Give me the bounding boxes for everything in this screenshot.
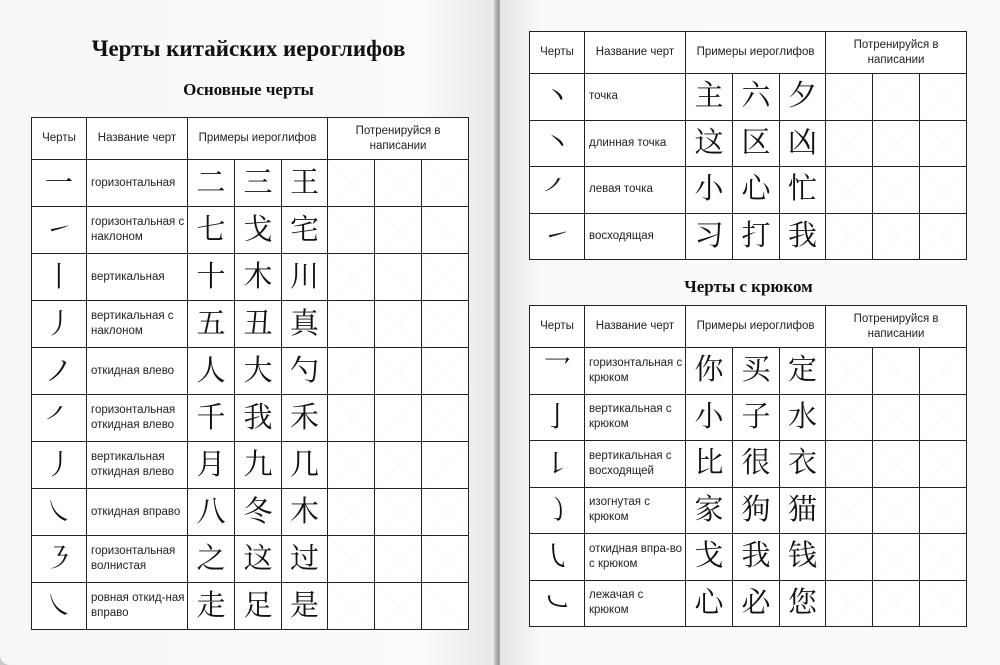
stroke-glyph: ㇀ [530,213,585,260]
example-character: 足 [235,583,282,630]
practice-cell[interactable] [826,74,873,121]
practice-cell[interactable] [422,489,469,536]
example-character: 三 [235,160,282,207]
example-character: 我 [733,534,780,581]
example-character: 小 [686,167,733,214]
example-character: 凶 [780,120,826,167]
table-row [530,120,967,167]
example-character: 月 [188,442,235,489]
example-character: 小 [686,394,733,441]
practice-cell[interactable] [328,207,375,254]
table-row [530,394,967,441]
table-row [32,207,469,254]
practice-cell[interactable] [920,441,967,488]
example-character: 千 [188,395,235,442]
table-row [530,487,967,534]
practice-cell[interactable] [826,213,873,260]
example-character: 川 [282,254,328,301]
practice-cell[interactable] [422,395,469,442]
table-row [530,348,967,395]
stroke-name: вертикальная с крюком [585,394,686,441]
practice-cell[interactable] [920,534,967,581]
stroke-name: вертикальная с восходящей [585,441,686,488]
stroke-name: вертикальная откидная влево [87,442,188,489]
table-basic-strokes [31,117,469,630]
practice-cell[interactable] [375,536,422,583]
example-character: 八 [188,489,235,536]
table-row [32,395,469,442]
table-row [32,160,469,207]
example-character: 夕 [780,74,826,121]
practice-cell[interactable] [422,160,469,207]
stroke-glyph: ㇋ [32,536,87,583]
header-practice: Потренируйся в написании [328,118,469,160]
example-character: 禾 [282,395,328,442]
example-character: 之 [188,536,235,583]
stroke-name: вертикальная [87,254,188,301]
example-character: 我 [235,395,282,442]
practice-cell[interactable] [826,394,873,441]
table-row [530,580,967,627]
practice-cell[interactable] [328,536,375,583]
example-character: 猫 [780,487,826,534]
practice-cell[interactable] [826,120,873,167]
table-row [530,441,967,488]
practice-cell[interactable] [920,120,967,167]
stroke-name: восходящая [585,213,686,260]
example-character: 这 [686,120,733,167]
example-character: 子 [733,394,780,441]
practice-cell[interactable] [375,489,422,536]
header-stroke: Черты [32,118,87,160]
practice-cell[interactable] [826,441,873,488]
example-character: 你 [686,348,733,395]
example-character: 家 [686,487,733,534]
stroke-glyph: ㇃ [530,580,585,627]
example-character: 必 [733,580,780,627]
practice-cell[interactable] [873,441,920,488]
stroke-name: горизонтальная волнистая [87,536,188,583]
example-character: 七 [188,207,235,254]
table-row [32,442,469,489]
example-character: 几 [282,442,328,489]
header-examples: Примеры иероглифов [686,306,826,348]
example-character: 心 [686,580,733,627]
stroke-name: горизонтальная откидная влево [87,395,188,442]
stroke-name: откидная вправо [87,489,188,536]
practice-cell[interactable] [826,487,873,534]
stroke-name: горизонтальная [87,160,188,207]
example-character: 木 [282,489,328,536]
header-practice: Потренируйся в написании [826,32,967,74]
practice-cell[interactable] [920,348,967,395]
stroke-name: левая точка [585,167,686,214]
practice-cell[interactable] [873,394,920,441]
example-character: 钱 [780,534,826,581]
example-character: 买 [733,348,780,395]
practice-cell[interactable] [328,301,375,348]
example-character: 区 [733,120,780,167]
table-row [530,534,967,581]
example-character: 比 [686,441,733,488]
practice-cell[interactable] [920,213,967,260]
example-character: 冬 [235,489,282,536]
practice-cell[interactable] [873,348,920,395]
header-stroke: Черты [530,32,585,74]
stroke-name: вертикальная с наклоном [87,301,188,348]
header-name: Название черт [585,32,686,74]
example-character: 水 [780,394,826,441]
stroke-glyph: ㇀ [32,207,87,254]
practice-cell[interactable] [873,213,920,260]
table-header-row [530,306,967,348]
practice-cell[interactable] [873,167,920,214]
table-header-row [32,118,469,160]
practice-cell[interactable] [920,167,967,214]
stroke-glyph: ノ [32,348,87,395]
stroke-glyph: ㇙ [530,441,585,488]
stroke-name: точка [585,74,686,121]
practice-cell[interactable] [873,580,920,627]
example-character: 主 [686,74,733,121]
example-character: 心 [733,167,780,214]
practice-cell[interactable] [328,489,375,536]
practice-cell[interactable] [422,536,469,583]
stroke-glyph: ㇒ [530,167,585,214]
practice-cell[interactable] [422,207,469,254]
practice-cell[interactable] [422,348,469,395]
stroke-glyph: 丿 [32,301,87,348]
example-character: 您 [780,580,826,627]
example-character: 六 [733,74,780,121]
stroke-glyph: 丿 [32,442,87,489]
example-character: 这 [235,536,282,583]
practice-cell[interactable] [873,487,920,534]
stroke-glyph: ㇒ [32,395,87,442]
practice-cell[interactable] [826,348,873,395]
practice-cell[interactable] [328,348,375,395]
example-character: 很 [733,441,780,488]
practice-cell[interactable] [375,348,422,395]
stroke-name: горизонтальная с наклоном [87,207,188,254]
practice-cell[interactable] [375,583,422,630]
header-examples: Примеры иероглифов [188,118,328,160]
stroke-glyph: 亅 [530,394,585,441]
example-character: 习 [686,213,733,260]
example-character: 五 [188,301,235,348]
left-page [0,0,497,665]
example-character: 十 [188,254,235,301]
table-row [32,536,469,583]
header-name: Название черт [585,306,686,348]
practice-cell[interactable] [873,120,920,167]
practice-cell[interactable] [375,301,422,348]
example-character: 戈 [235,207,282,254]
table-header-row [530,32,967,74]
table-hook-strokes [529,305,967,627]
section-title-basic: Основные черты [183,80,314,99]
table-row [32,583,469,630]
practice-cell[interactable] [920,580,967,627]
practice-cell[interactable] [328,442,375,489]
example-character: 宅 [282,207,328,254]
example-character: 戈 [686,534,733,581]
table-dot-strokes [529,31,967,260]
practice-cell[interactable] [375,207,422,254]
stroke-glyph: 乛 [530,348,585,395]
stroke-glyph: ㇂ [530,534,585,581]
header-name: Название черт [87,118,188,160]
example-character: 是 [282,583,328,630]
practice-cell[interactable] [375,395,422,442]
stroke-glyph: ㇏ [32,583,87,630]
table-row [530,213,967,260]
example-character: 勺 [282,348,328,395]
table-row [530,167,967,214]
example-character: 真 [282,301,328,348]
example-character: 忙 [780,167,826,214]
practice-cell[interactable] [826,580,873,627]
practice-cell[interactable] [328,254,375,301]
practice-cell[interactable] [328,160,375,207]
stroke-glyph: ㇏ [32,489,87,536]
stroke-name: откидная влево [87,348,188,395]
stroke-glyph: 一 [32,160,87,207]
stroke-name: изогнутая с крюком [585,487,686,534]
example-character: 打 [733,213,780,260]
practice-cell[interactable] [920,394,967,441]
practice-cell[interactable] [873,534,920,581]
page-title: Черты китайских иероглифов [91,36,406,61]
example-character: 二 [188,160,235,207]
example-character: 走 [188,583,235,630]
stroke-name: длинная точка [585,120,686,167]
practice-cell[interactable] [328,583,375,630]
practice-cell[interactable] [375,160,422,207]
header-practice: Потренируйся в написании [826,306,967,348]
example-character: 衣 [780,441,826,488]
example-character: 过 [282,536,328,583]
table-row [32,254,469,301]
stroke-glyph: ㇁ [530,487,585,534]
practice-cell[interactable] [375,254,422,301]
practice-cell[interactable] [873,74,920,121]
practice-cell[interactable] [826,167,873,214]
practice-cell[interactable] [422,301,469,348]
stroke-glyph: 丶 [530,74,585,121]
header-examples: Примеры иероглифов [686,32,826,74]
example-character: 定 [780,348,826,395]
table-row [32,301,469,348]
stroke-name: ровная откид-ная вправо [87,583,188,630]
practice-cell[interactable] [375,442,422,489]
stroke-name: лежачая с крюком [585,580,686,627]
table-row [530,74,967,121]
example-character: 丑 [235,301,282,348]
table-row [32,489,469,536]
example-character: 我 [780,213,826,260]
practice-cell[interactable] [422,254,469,301]
stroke-glyph: 丨 [32,254,87,301]
section-title-hook: Черты с крюком [684,277,813,296]
practice-cell[interactable] [328,395,375,442]
practice-cell[interactable] [422,583,469,630]
stroke-name: откидная впра-во с крюком [585,534,686,581]
practice-cell[interactable] [920,74,967,121]
table-row [32,348,469,395]
example-character: 九 [235,442,282,489]
example-character: 人 [188,348,235,395]
example-character: 木 [235,254,282,301]
practice-cell[interactable] [422,442,469,489]
practice-cell[interactable] [920,487,967,534]
stroke-glyph: ㇔ [530,120,585,167]
stroke-name: горизонтальная с крюком [585,348,686,395]
header-stroke: Черты [530,306,585,348]
example-character: 大 [235,348,282,395]
practice-cell[interactable] [826,534,873,581]
example-character: 王 [282,160,328,207]
example-character: 狗 [733,487,780,534]
